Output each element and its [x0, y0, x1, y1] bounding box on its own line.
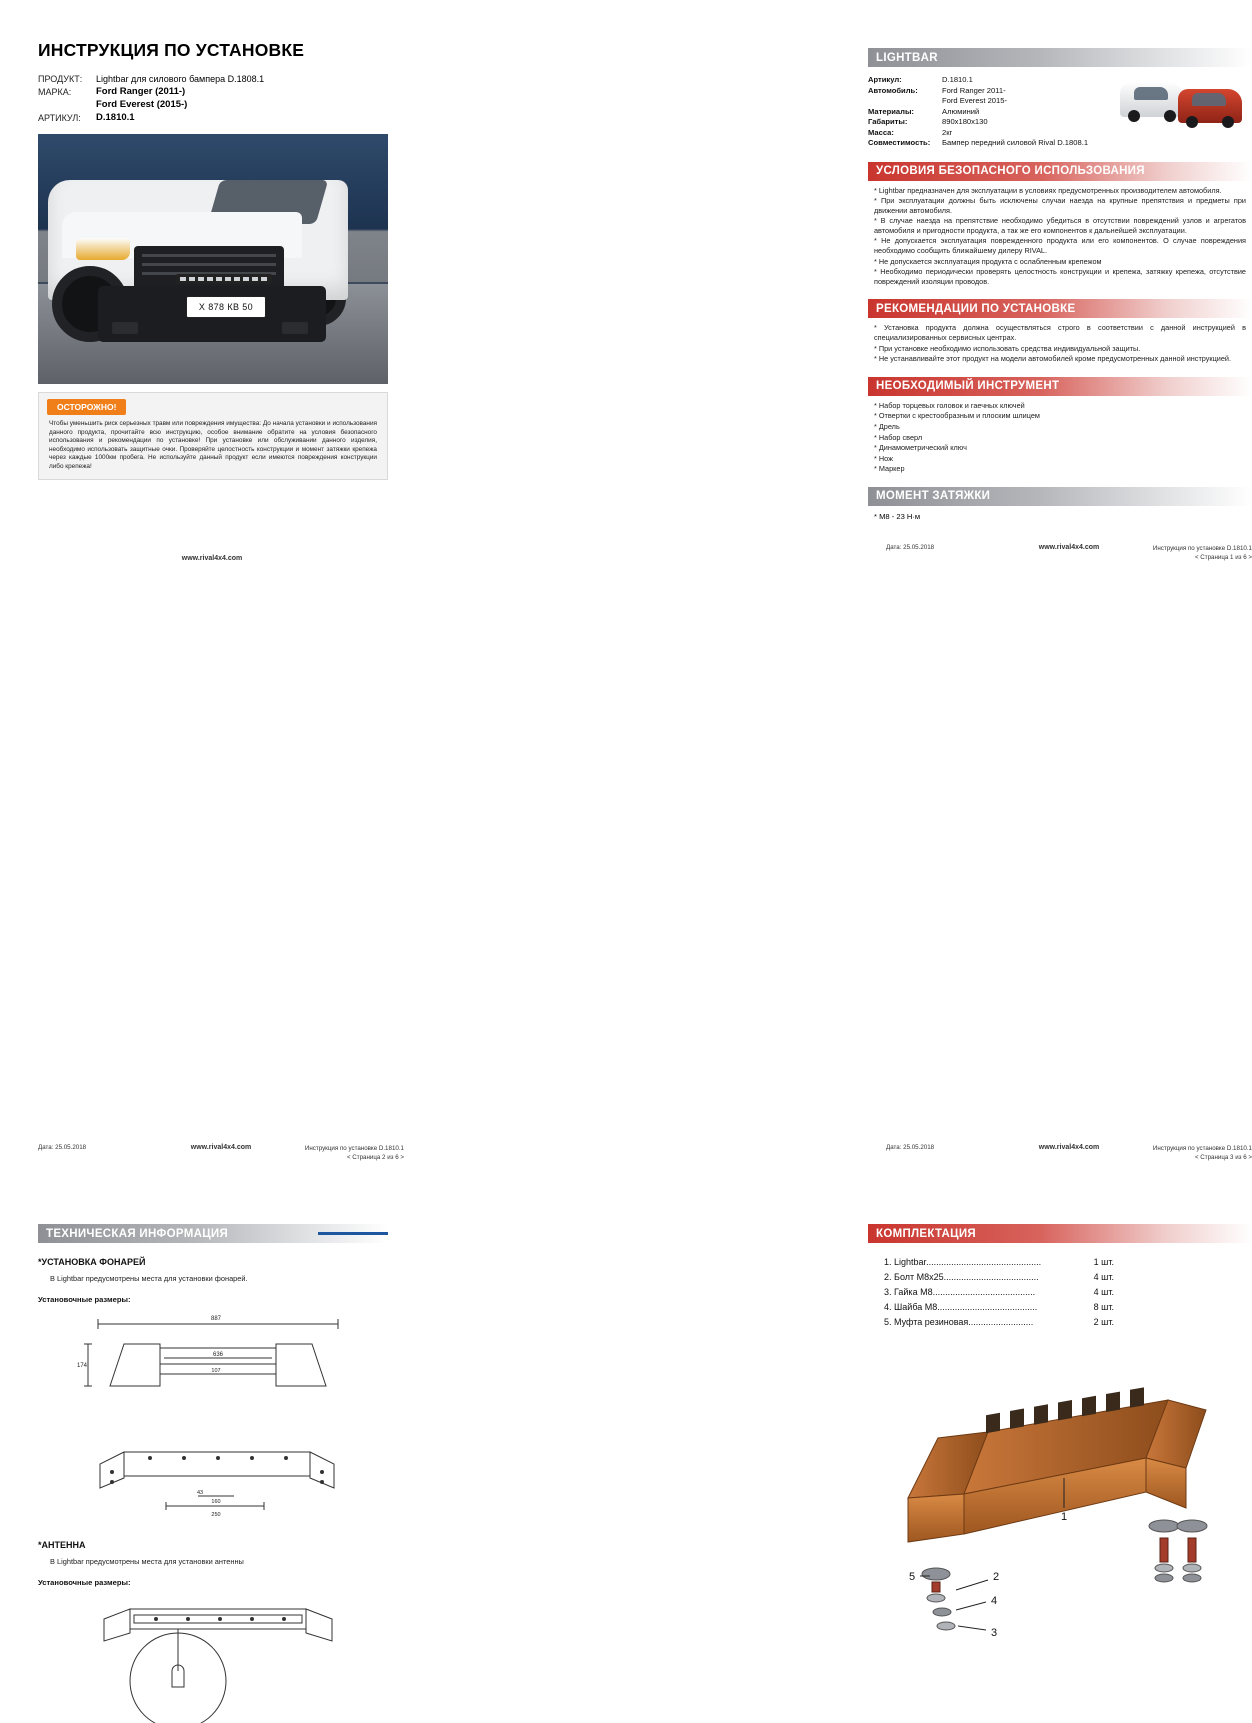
- spec-value: 890х180х130: [942, 117, 988, 126]
- thumb-glass: [1134, 87, 1168, 100]
- section-safety: [868, 162, 1252, 287]
- vehicle-thumb-ranger: [1120, 83, 1184, 117]
- meta-row-product: [38, 73, 388, 85]
- lamps-text: В Lightbar предусмотрены места для установки фонарей.: [50, 1274, 248, 1283]
- page3-content: [868, 1224, 1252, 1688]
- spec-value: Бампер передний силовой Rival D.1808.1: [942, 138, 1089, 147]
- footer-code: Инструкция по установке D.1810.1: [304, 1145, 404, 1152]
- footer-date: Дата: 25.05.2018: [886, 1144, 935, 1151]
- kit-item-1: [884, 1255, 1070, 1270]
- sheet-page-1: [0, 0, 424, 600]
- meta-value: Lightbar для силового бампера D.1808.1: [96, 74, 265, 84]
- dim-636: 636: [212, 1352, 224, 1358]
- footer-page-1: [886, 544, 1252, 570]
- kit-no: 1.: [884, 1257, 892, 1267]
- tool-item: * Динамометрический ключ: [874, 443, 967, 453]
- safety-item: * При эксплуатации должны быть исключены случаи наезда на крупные препятствия и предметы при движении автомобиля.: [874, 196, 1246, 215]
- section-title: НЕОБХОДИМЫЙ ИНСТРУМЕНТ: [876, 380, 1060, 393]
- spec-row: [868, 75, 1116, 86]
- footer-page-3: [886, 1144, 1252, 1170]
- spec-row: [868, 107, 1116, 118]
- section-title: LIGHTBAR: [876, 51, 938, 64]
- recommendation-item: * Установка продукта должна осуществляться строго в соответствии с данной инструкцией в специализированных сервисных центрах.: [874, 323, 1246, 343]
- page-title: ИНСТРУКЦИЯ ПО УСТАНОВКЕ: [38, 40, 305, 60]
- drawing-top-view: [38, 1426, 388, 1526]
- part-lightbar: [908, 1387, 1206, 1542]
- section-header-recommendations: [868, 299, 1252, 318]
- spec-key: Материалы:: [868, 106, 914, 116]
- dim-160: 160: [211, 1499, 221, 1505]
- page2-content: [38, 1224, 388, 1723]
- dim-43: 43: [196, 1490, 204, 1496]
- recommendations-body: [868, 318, 1252, 363]
- kit-no: 4.: [884, 1302, 892, 1312]
- callout-1: 1: [1060, 1511, 1068, 1523]
- exploded-svg: [868, 1358, 1252, 1688]
- warning-text: Чтобы уменьшить риск серьезных травм или повреждения имущества: До начала установки и использования данного продукта, прочитайте всю инструкцию, особое внимание обратите на условия безопасного использования и рекомендации по установке! При установке или обслуживании данного изделия, необходимо использовать защитные очки. Проверяйте целостность конструкции и момент затяжки крепежа через каждые 1000км пробега. Не используйте данный продукт если имеются повреждения конструкции либо крепежа!: [49, 420, 377, 470]
- recommendation-item: * При установке необходимо использовать средства индивидуальной защиты.: [874, 343, 1141, 353]
- drawing-antenna-view: [38, 1593, 388, 1723]
- kit-qty: 1 шт.: [1093, 1257, 1114, 1267]
- section-header-technical: [38, 1224, 388, 1243]
- spec-key: [868, 96, 942, 107]
- section-torque: [868, 487, 1252, 521]
- kit-label: Болт М8х25: [894, 1272, 944, 1282]
- list-item: [884, 1270, 1114, 1285]
- kit-list: [884, 1255, 1252, 1330]
- lamps-dim-label: Установочные размеры:: [38, 1295, 131, 1304]
- tool-item: * Набор сверл: [874, 432, 923, 442]
- spec-value: D.1810.1: [942, 75, 973, 84]
- spec-row: [868, 138, 1116, 149]
- meta-value: Ford Ranger (2011-): [96, 86, 186, 97]
- spec-value: Ford Everest 2015-: [942, 96, 1007, 105]
- torque-item: * М8 - 23 Н·м: [874, 511, 921, 521]
- dim-887: 887: [210, 1316, 222, 1322]
- tool-item: * Дрель: [874, 422, 900, 431]
- callout-3: 3: [990, 1627, 998, 1639]
- footer-pagination[interactable]: < Страница 1 из 6 >: [1194, 554, 1252, 561]
- part-fasteners-right: [1149, 1520, 1207, 1582]
- footer-pagination[interactable]: < Страница 3 из 6 >: [1194, 1154, 1252, 1161]
- kit-no: 3.: [884, 1287, 892, 1297]
- kit-qty: 8 шт.: [1093, 1302, 1114, 1312]
- spec-value: Ford Ranger 2011-: [942, 85, 1006, 95]
- safety-item: * Lightbar предназначен для эксплуатации в условиях предусмотренных производителем автомобиля.: [874, 185, 1222, 195]
- lamps-title: *УСТАНОВКА ФОНАРЕЙ: [38, 1257, 146, 1267]
- footer-date: Дата: 25.05.2018: [886, 544, 935, 551]
- footer-code: Инструкция по установке D.1810.1: [1152, 545, 1252, 552]
- antenna-text: В Lightbar предусмотрены места для установки антенны: [50, 1557, 244, 1566]
- meta-value: D.1810.1: [96, 112, 135, 123]
- page1-content: [38, 40, 388, 480]
- list-item: [884, 1285, 1114, 1300]
- spec-key: Габариты:: [868, 117, 908, 126]
- part-fasteners-left: [922, 1568, 955, 1630]
- spec-row: [868, 117, 1116, 128]
- tool-item: * Нож: [874, 453, 893, 463]
- kit-label: Lightbar: [894, 1257, 927, 1267]
- meta-row-article: [38, 112, 388, 124]
- dim-174: 174: [76, 1363, 88, 1369]
- spec-key: Совместимость:: [868, 138, 931, 147]
- safety-item: * Не допускается эксплуатация поврежденного продукта или его компонентов. О случае повреждения необходимо сообщить ближайшему дилеру RIVAL.: [874, 236, 1246, 256]
- tool-item: * Маркер: [874, 464, 905, 474]
- kit-item-2: [884, 1270, 1070, 1285]
- tool-item: * Отвертки с крестообразным и плоским шлицем: [874, 411, 1040, 421]
- kit-label: Шайба М8: [894, 1302, 938, 1312]
- tools-body: [868, 396, 1252, 474]
- recommendation-item: * Не устанавливайте этот продукт на модели автомобилей кроме предусмотренных данной инструкцией.: [874, 354, 1232, 364]
- drawing-front-view: [38, 1310, 388, 1420]
- page1-website: www.rival4x4.com: [181, 555, 243, 562]
- meta-key: [38, 99, 96, 111]
- kit-no: 2.: [884, 1272, 892, 1282]
- spec-key: Автомобиль:: [868, 85, 918, 95]
- kit-qty: 4 шт.: [1093, 1272, 1114, 1282]
- kit-item-3: [884, 1285, 1070, 1300]
- list-item: [884, 1255, 1114, 1270]
- callout-2: 2: [992, 1571, 1000, 1583]
- footer-right: [1153, 544, 1252, 562]
- vehicle-thumbnails: [1116, 75, 1246, 137]
- footer-website: www.rival4x4.com: [1038, 1144, 1100, 1151]
- footer-right: [1153, 1144, 1252, 1162]
- safety-body: [868, 181, 1252, 287]
- lightbar-part: [176, 274, 272, 284]
- fog-light-icon: [112, 322, 138, 334]
- license-plate: Х 878 КВ 50: [186, 296, 266, 318]
- spec-table: [868, 75, 1252, 149]
- section-title: РЕКОМЕНДАЦИИ ПО УСТАНОВКЕ: [876, 302, 1076, 315]
- kit-dots: ........................................: [937, 1302, 1038, 1312]
- safety-item: * Не допускается эксплуатация продукта с ослабленным крепежом: [874, 256, 1102, 266]
- page1-right-content: [868, 48, 1252, 521]
- antenna-dim-label: Установочные размеры:: [38, 1578, 131, 1587]
- meta-row-brand: [38, 86, 388, 98]
- sheet-page-2: [0, 600, 424, 1587]
- kit-dots: ..............................................: [926, 1257, 1042, 1267]
- antenna-title: *АНТЕННА: [38, 1540, 86, 1550]
- kit-label: Муфта резиновая: [894, 1317, 969, 1327]
- tool-item: * Набор торцевых головок и гаечных ключей: [874, 400, 1025, 410]
- blue-rule: [318, 1232, 388, 1235]
- spec-key: Масса:: [868, 127, 894, 137]
- thumb-glass: [1192, 93, 1226, 106]
- meta-key: АРТИКУЛ:: [38, 113, 81, 123]
- list-item: [884, 1315, 1114, 1330]
- kit-no: 5.: [884, 1317, 892, 1327]
- spec-row: [868, 96, 1116, 107]
- kit-dots: ......................................: [943, 1272, 1039, 1282]
- section-recommendations: [868, 299, 1252, 363]
- lightbar-top-svg: [38, 1426, 388, 1526]
- kit-dots: ..........................: [968, 1317, 1034, 1327]
- fog-light-icon: [282, 322, 308, 334]
- section-tools: [868, 377, 1252, 474]
- section-header-tools: [868, 377, 1252, 396]
- torque-body: [868, 506, 1252, 521]
- section-title: КОМПЛЕКТАЦИЯ: [876, 1227, 976, 1240]
- list-item: [884, 1300, 1114, 1315]
- section-header-safety: [868, 162, 1252, 181]
- product-photo: [38, 134, 388, 384]
- callout-4: 4: [990, 1595, 998, 1607]
- footer-date: Дата: 25.05.2018: [38, 1144, 87, 1151]
- footer-website: www.rival4x4.com: [190, 1144, 252, 1151]
- kit-qty: 2 шт.: [1093, 1317, 1114, 1327]
- spec-key: Артикул:: [868, 75, 902, 84]
- headlight-icon: [76, 238, 130, 260]
- section-title: УСЛОВИЯ БЕЗОПАСНОГО ИСПОЛЬЗОВАНИЯ: [876, 165, 1145, 177]
- meta-value: Ford Everest (2015-): [96, 99, 188, 110]
- meta-row-brand-2: [38, 99, 388, 111]
- footer-website: www.rival4x4.com: [1038, 544, 1100, 551]
- dim-250: 250: [211, 1512, 221, 1518]
- safety-item: * В случае наезда на препятствие необходимо убедиться в отсутствии повреждений узлов и агрегатов автомобиля и пригодности продукта, а так же его компонентов к дальнейшей эксплуатации.: [874, 216, 1246, 235]
- callout-5: 5: [908, 1571, 916, 1583]
- footer-pagination[interactable]: < Страница 2 из 6 >: [346, 1154, 404, 1161]
- lightbar-front-svg: [38, 1310, 388, 1420]
- section-title: ТЕХНИЧЕСКАЯ ИНФОРМАЦИЯ: [46, 1227, 229, 1240]
- section-header-lightbar: [868, 48, 1252, 67]
- vehicle-thumb-everest: [1178, 89, 1242, 123]
- footer-right: [305, 1144, 404, 1162]
- kit-item-5: [884, 1315, 1070, 1330]
- antenna-detail-svg: [38, 1593, 388, 1723]
- section-header-kit: [868, 1224, 1252, 1243]
- spec-row: [868, 128, 1116, 139]
- warning-badge: ОСТОРОЖНО!: [47, 399, 126, 415]
- section-title: МОМЕНТ ЗАТЯЖКИ: [876, 490, 991, 503]
- meta-key: ПРОДУКТ:: [38, 74, 83, 84]
- safety-item: * Необходимо периодически проверять целостность конструкции и крепежа, затяжку крепежа, отсутствие повреждений изоляции проводов.: [874, 267, 1246, 286]
- footer-page-2: [38, 1144, 404, 1170]
- warning-box: [38, 392, 388, 480]
- spec-row: [868, 86, 1116, 97]
- sheet-page-3: [424, 600, 1252, 1639]
- sheet-page-1-right: [424, 0, 1252, 600]
- spec-rows: [868, 75, 1116, 149]
- kit-qty: 4 шт.: [1093, 1287, 1114, 1297]
- kit-dots: .........................................: [932, 1287, 1036, 1297]
- kit-item-4: [884, 1300, 1070, 1315]
- footer-code: Инструкция по установке D.1810.1: [1152, 1145, 1252, 1152]
- dim-107: 107: [211, 1368, 221, 1374]
- kit-label: Гайка М8: [894, 1287, 933, 1297]
- spec-value: Алюминий: [942, 106, 980, 116]
- section-header-torque: [868, 487, 1252, 506]
- spec-value: 2кг: [942, 127, 953, 137]
- meta-key: МАРКА:: [38, 87, 72, 97]
- exploded-diagram: [868, 1358, 1252, 1688]
